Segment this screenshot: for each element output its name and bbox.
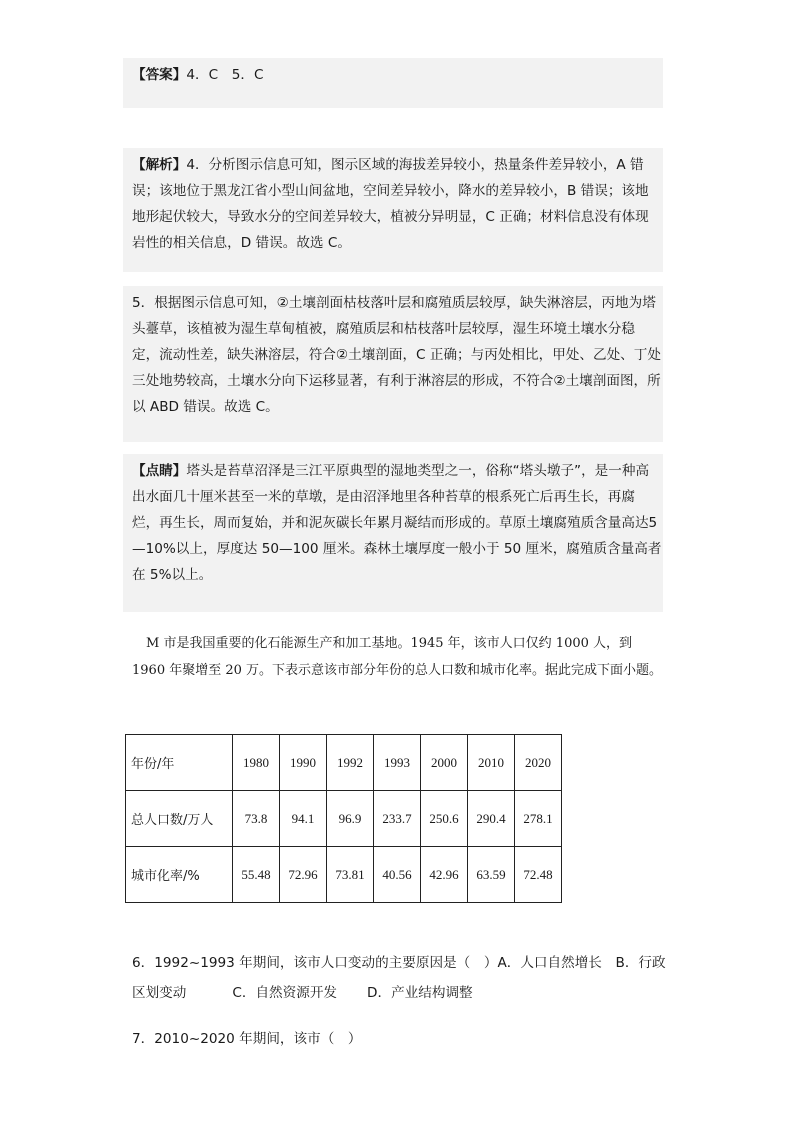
question-6-option-b: B．行政区划变动 <box>132 955 666 1001</box>
table-cell: 72.96 <box>280 847 327 903</box>
table-header-cell: 1993 <box>374 735 421 791</box>
analysis-q5 <box>132 290 662 420</box>
note-tag: 【点睛】 <box>132 463 187 479</box>
note-paragraph <box>132 458 662 588</box>
population-table <box>125 734 562 903</box>
question-intro: M 市是我国重要的化石能源生产和加工基地。1945 年，该市人口仅约 1000 人，到 1960 年聚增至 20 万。下表示意该市部分年份的总人口数和城市化率。据此完成下面小题。 <box>132 636 663 678</box>
table-row <box>126 791 562 847</box>
question-6-stem: 6．1992~1993 年期间，该市人口变动的主要原因是（ ） <box>132 955 498 971</box>
table-header-cell: 1990 <box>280 735 327 791</box>
table-cell: 96.9 <box>327 791 374 847</box>
table-cell: 250.6 <box>421 791 468 847</box>
table-cell: 73.8 <box>233 791 280 847</box>
question-7-stem: 7．2010~2020 年期间，该市（ ） <box>132 1031 362 1047</box>
table-header-cell: 1992 <box>327 735 374 791</box>
table-cell: 94.1 <box>280 791 327 847</box>
table-header-cell: 2000 <box>421 735 468 791</box>
question-7 <box>132 1024 667 1054</box>
table-header-cell: 2010 <box>468 735 515 791</box>
question-6 <box>132 948 667 1008</box>
table-cell: 55.48 <box>233 847 280 903</box>
question-6-option-c: C．自然资源开发 <box>232 985 338 1001</box>
table-header-cell: 2020 <box>515 735 562 791</box>
analysis-q5-text: 5．根据图示信息可知，②土壤剖面枯枝落叶层和腐殖质层较厚，缺失淋溶层，丙地为塔头薹草，该植被为湿生草甸植被，腐殖质层和枯枝落叶层较厚，湿生环境土壤水分稳定，流动性差，缺失淋溶层，符合②土壤剖面，C 正确；与丙处相比，甲处、乙处、丁处三处地势较高，土壤水分向下运移显著，有利于淋溶层的形成，不符合②土壤剖面图，所以 ABD 错误。故选 C。 <box>132 295 661 415</box>
table-cell: 233.7 <box>374 791 421 847</box>
table-cell: 73.81 <box>327 847 374 903</box>
answer-text: 4．C 5．C <box>186 67 264 83</box>
analysis-q4-text: 4．分析图示信息可知，图示区域的海拔差异较小，热量条件差异较小，A 错误；该地位于黑龙江省小型山间盆地，空间差异较小，降水的差异较小，B 错误；该地地形起伏较大，导致水分的空间差异较大，植被分异明显，C 正确；材料信息没有体现岩性的相关信息，D 错误。故选 C。 <box>132 157 649 251</box>
note-text: 塔头是苔草沼泽是三江平原典型的湿地类型之一，俗称“塔头墩子”，是一种高出水面几十厘米甚至一米的草墩，是由沼泽地里各种苔草的根系死亡后再生长，再腐烂，再生长，周而复始，并和泥灰碳长年累月凝结而形成的。草原土壤腐殖质含量高达5—10%以上，厚度达 50—100 厘米。森林土壤厚度一般小于 50 厘米，腐殖质含量高者在 5%以上。 <box>132 463 662 583</box>
table-cell: 72.48 <box>515 847 562 903</box>
analysis-tag: 【解析】 <box>132 157 187 173</box>
table-row-label: 总人口数/万人 <box>126 791 233 847</box>
table-row <box>126 735 562 791</box>
question-6-option-d: D．产业结构调整 <box>367 985 473 1001</box>
analysis-q4 <box>132 152 662 256</box>
table-cell: 278.1 <box>515 791 562 847</box>
table-header-cell: 年份/年 <box>126 735 233 791</box>
question-6-option-a: A．人口自然增长 <box>497 955 602 971</box>
table-cell: 40.56 <box>374 847 421 903</box>
table-row <box>126 847 562 903</box>
answer-line <box>132 62 662 88</box>
table-cell: 290.4 <box>468 791 515 847</box>
answer-tag: 【答案】 <box>132 67 187 83</box>
table-row-label: 城市化率/% <box>126 847 233 903</box>
table-header-cell: 1980 <box>233 735 280 791</box>
table-cell: 42.96 <box>421 847 468 903</box>
table-cell: 63.59 <box>468 847 515 903</box>
